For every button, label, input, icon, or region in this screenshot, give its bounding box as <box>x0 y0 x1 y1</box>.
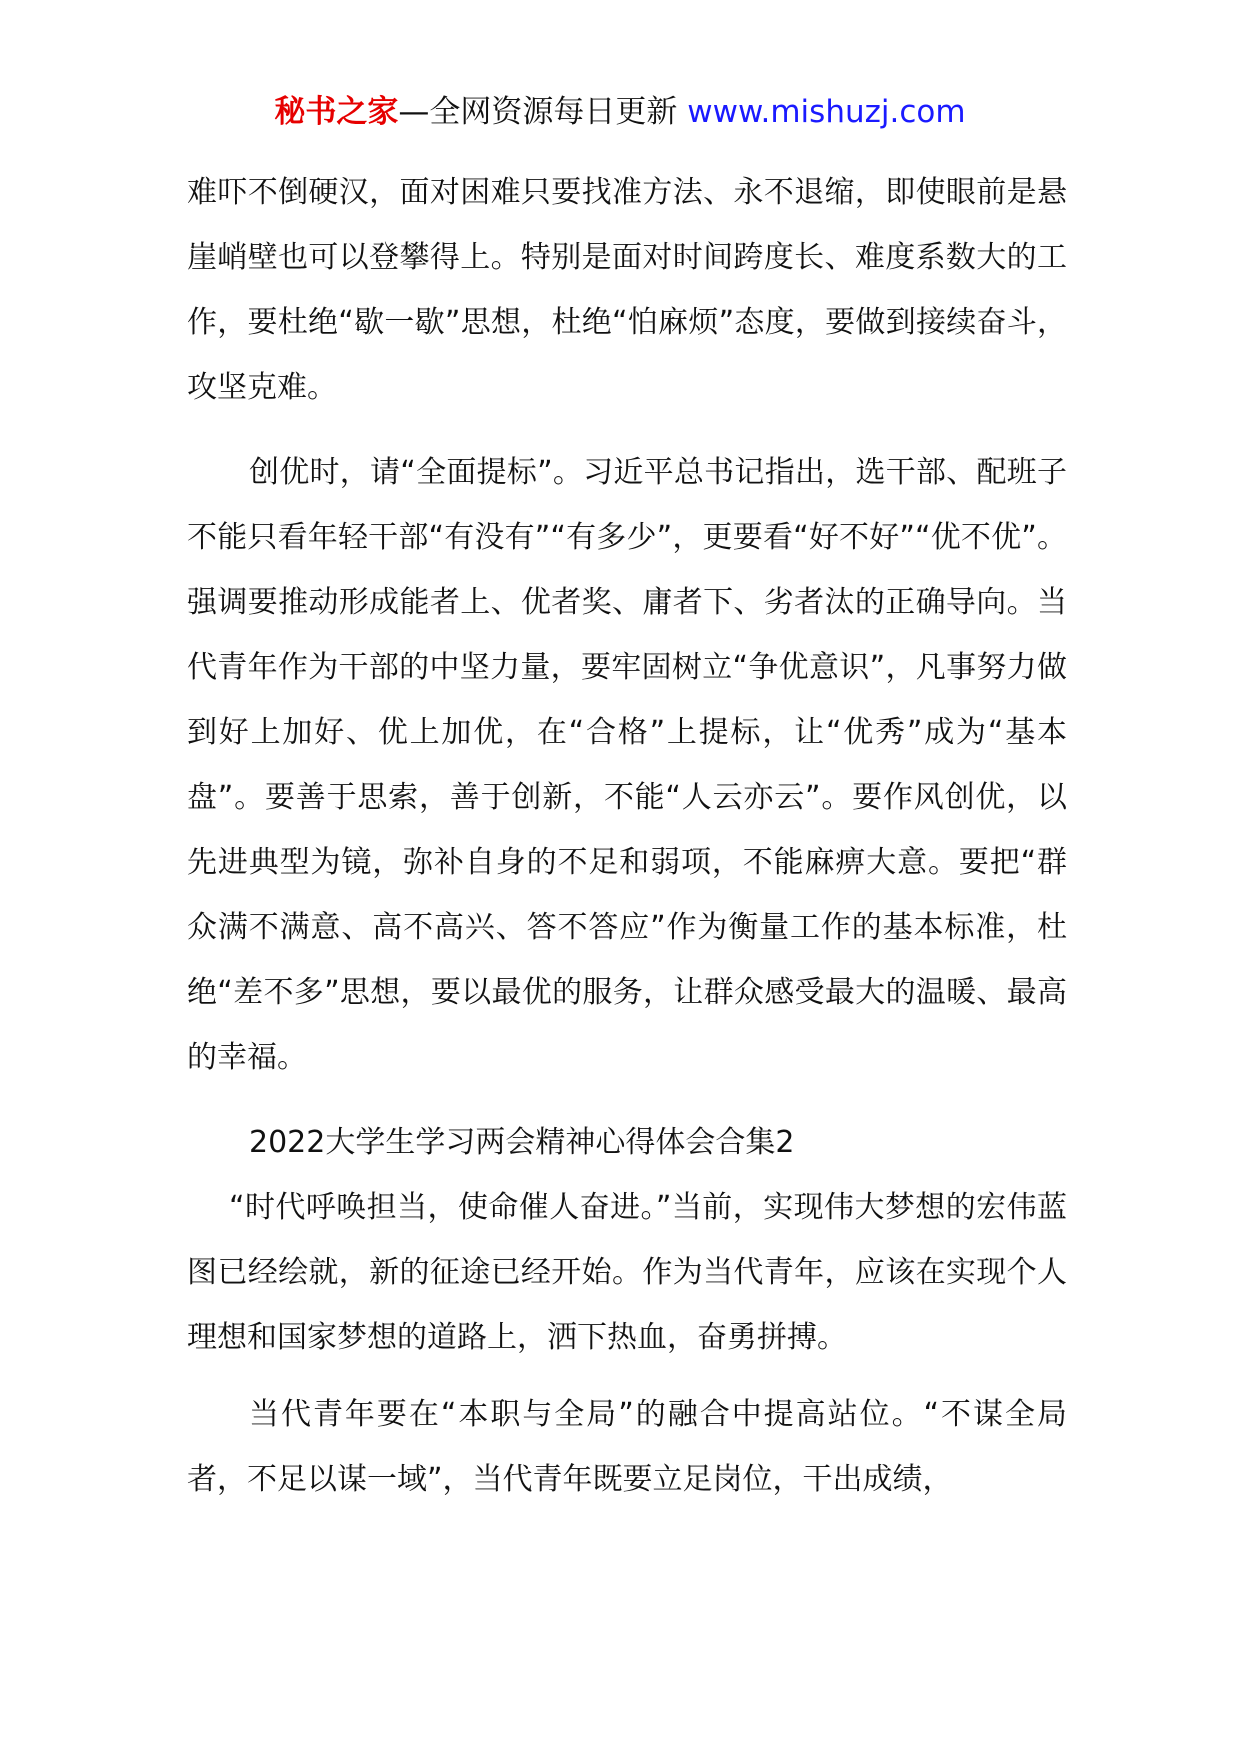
paragraph-continued: 难吓不倒硬汉，面对困难只要找准方法、永不退缩，即使眼前是悬崖峭壁也可以登攀得上。特别是面对时间跨度长、难度系数大的工作，要杜绝“歇一歇”思想，杜绝“怕麻烦”态度，要做到接续奋斗，攻坚克难。 <box>187 175 1067 405</box>
paragraph-create-excellence: 创优时，请“全面提标”。习近平总书记指出，选干部、配班子不能只看年轻干部“有没有”“有多少”，更要看“好不好”“优不优”。强调要推动形成能者上、优者奖、庸者下、劣者汰的正确导向。当代青年作为干部的中坚力量，要牢固树立“争优意识”，凡事努力做到好上加好、优上加优，在“合格”上提标，让“优秀”成为“基本盘”。要善于思索，善于创新，不能“人云亦云”。要作风创优，以先进典型为镜，弥补自身的不足和弱项，不能麻痹大意。要把“群众满不满意、高不高兴、答不答应”作为衡量工作的基本标准，杜绝“差不多”思想，要以最优的服务，让群众感受最大的温暖、最高的幸福。 <box>187 455 1067 1075</box>
section-heading: 2022大学生学习两会精神心得体会合集2 <box>249 1125 795 1160</box>
watermark-header <box>0 92 1240 132</box>
site-url[interactable]: www.mishuzj.com <box>687 94 966 130</box>
header-tagline: —全网资源每日更新 <box>398 94 678 130</box>
paragraph-era-call: “时代呼唤担当，使命催人奋进。”当前，实现伟大梦想的宏伟蓝图已经绘就，新的征途已经开始。作为当代青年，应该在实现个人理想和国家梦想的道路上，洒下热血，奋勇拼搏。 <box>187 1190 1067 1355</box>
paragraph-gap <box>187 1370 1067 1382</box>
document-body <box>187 160 1067 1512</box>
paragraph-duty-overall: 当代青年要在“本职与全局”的融合中提高站位。“不谋全局者，不足以谋一域”，当代青年既要立足岗位，干出成绩， <box>187 1397 1067 1497</box>
paragraph-gap <box>187 1090 1067 1110</box>
paragraph-gap <box>187 420 1067 440</box>
brand-name: 秘书之家 <box>274 94 399 130</box>
